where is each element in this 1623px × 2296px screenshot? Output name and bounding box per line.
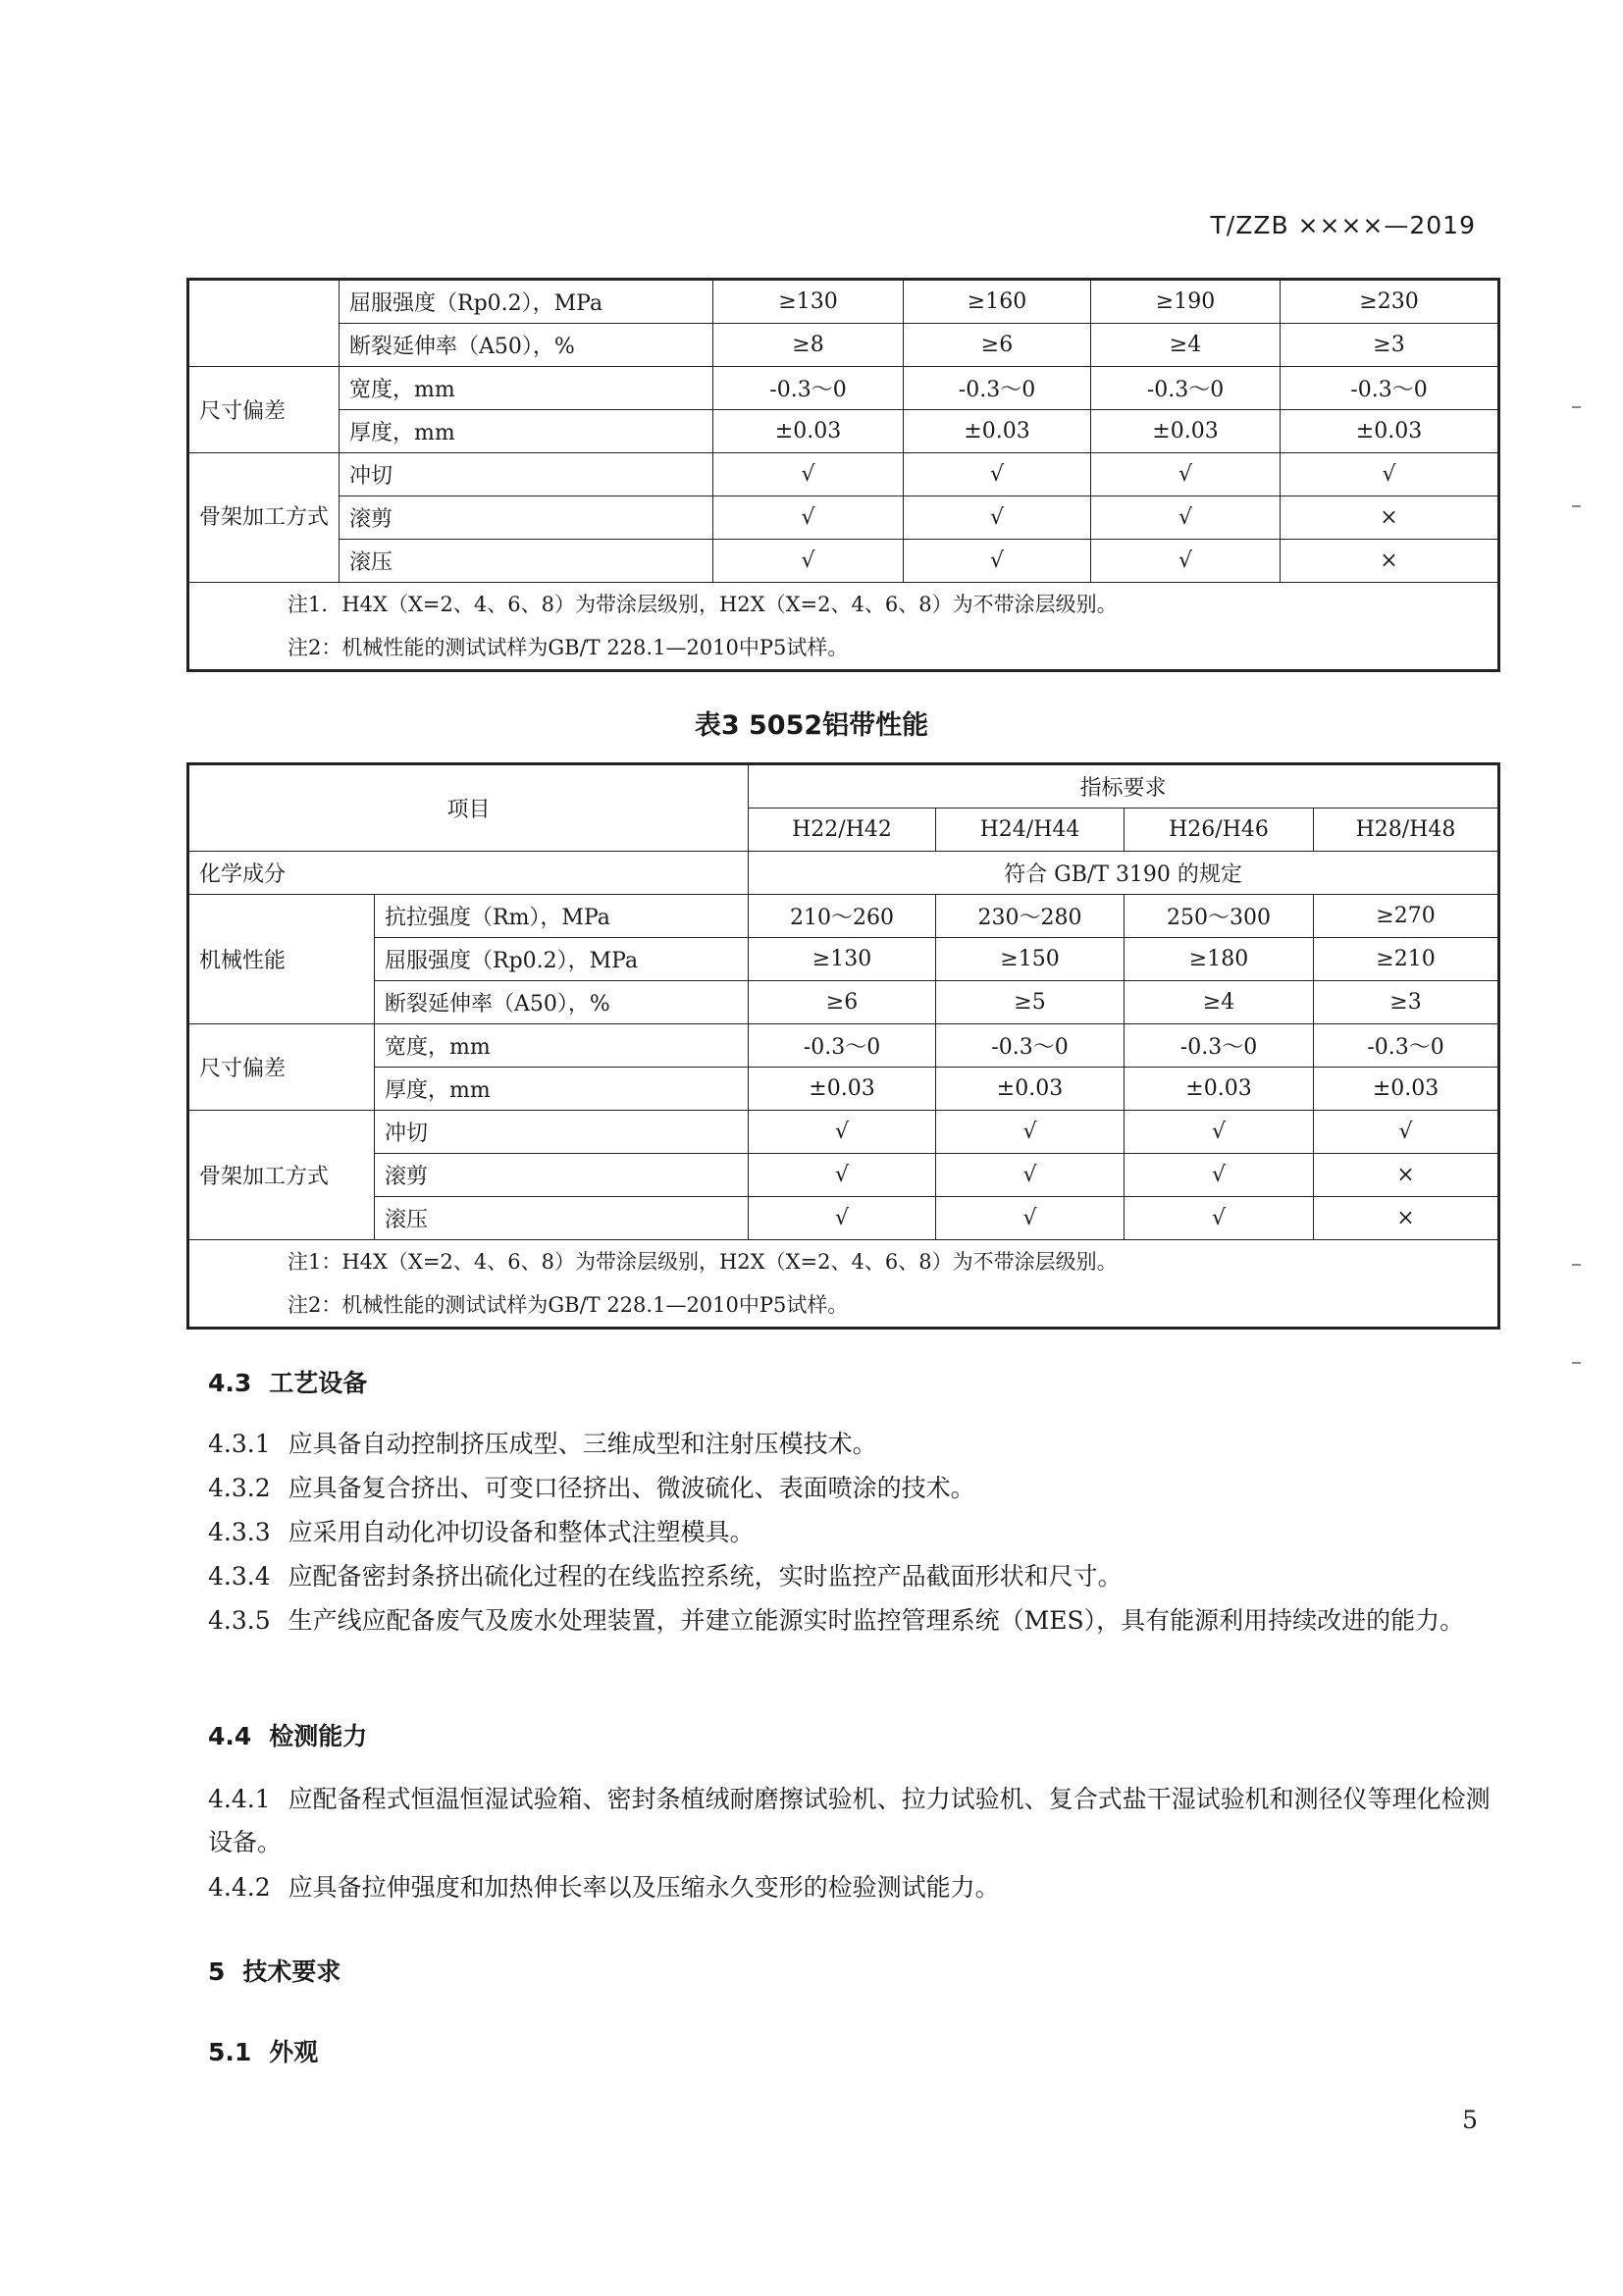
clause: 4.3.5 生产线应配备废气及废水处理装置，并建立能源实时监控管理系统（MES），具有能源利用持续改进的能力。 <box>208 1606 1465 1635</box>
value-cell: ≥130 <box>749 938 936 981</box>
value-cell: -0.3～0 <box>1314 1024 1499 1068</box>
table-notes <box>188 1240 1499 1329</box>
header-item: 项目 <box>188 764 749 852</box>
table-row <box>188 852 1499 895</box>
item-cell: 抗拉强度（Rm），MPa <box>375 895 749 938</box>
value-cell: √ <box>749 1154 936 1197</box>
table-row <box>188 1197 1499 1240</box>
value-cell: ±0.03 <box>749 1068 936 1111</box>
group-cell: 骨架加工方式 <box>188 1111 375 1240</box>
value-cell: √ <box>713 540 904 583</box>
value-cell: ±0.03 <box>1125 1068 1314 1111</box>
value-cell: ≥190 <box>1091 280 1281 324</box>
item-cell: 宽度，mm <box>340 367 713 410</box>
value-cell: ≥6 <box>749 981 936 1024</box>
value-cell: ≥8 <box>713 324 904 367</box>
table-row <box>188 453 1499 496</box>
value-cell: ≥270 <box>1314 895 1499 938</box>
value-cell: ≥230 <box>1281 280 1499 324</box>
table-row <box>188 938 1499 981</box>
value-cell: ≥3 <box>1314 981 1499 1024</box>
section-heading: 4.3 工艺设备 <box>208 1369 368 1397</box>
value-cell: √ <box>1125 1197 1314 1240</box>
scan-mark <box>1572 1362 1581 1364</box>
clause: 4.4.2 应具备拉伸强度和加热伸长率以及压缩永久变形的检验测试能力。 <box>208 1873 1000 1902</box>
value-cell: -0.3～0 <box>1281 367 1499 410</box>
value-cell: √ <box>1125 1154 1314 1197</box>
value-cell: √ <box>1281 453 1499 496</box>
clause: 4.3.1 应具备自动控制挤压成型、三维成型和注射压模技术。 <box>208 1430 877 1458</box>
value-cell: 符合 GB/T 3190 的规定 <box>749 852 1499 895</box>
group-cell: 尺寸偏差 <box>188 367 340 453</box>
value-cell: √ <box>1091 540 1281 583</box>
doc-code: T/ZZB ××××—2019 <box>1210 211 1476 239</box>
item-cell: 屈服强度（Rp0.2），MPa <box>375 938 749 981</box>
value-cell: -0.3～0 <box>904 367 1091 410</box>
item-cell: 断裂延伸率（A50），% <box>375 981 749 1024</box>
table-row <box>188 895 1499 938</box>
scan-mark <box>1572 1264 1581 1266</box>
value-cell: × <box>1314 1197 1499 1240</box>
header-temper: H26/H46 <box>1125 809 1314 852</box>
value-cell: ≥210 <box>1314 938 1499 981</box>
item-cell: 断裂延伸率（A50），% <box>340 324 713 367</box>
item-cell: 厚度，mm <box>375 1068 749 1111</box>
scan-mark <box>1572 406 1581 408</box>
value-cell: ≥130 <box>713 280 904 324</box>
value-cell: 230～280 <box>936 895 1125 938</box>
clause: 4.3.2 应具备复合挤出、可变口径挤出、微波硫化、表面喷涂的技术。 <box>208 1474 975 1502</box>
value-cell: √ <box>1125 1111 1314 1154</box>
value-cell: 250～300 <box>1125 895 1314 938</box>
value-cell: √ <box>1091 496 1281 540</box>
item-cell: 滚剪 <box>375 1154 749 1197</box>
table-continued <box>186 278 1500 672</box>
value-cell: -0.3～0 <box>749 1024 936 1068</box>
scan-mark <box>1572 505 1581 507</box>
value-cell: -0.3～0 <box>713 367 904 410</box>
table-notes <box>188 583 1499 671</box>
value-cell: √ <box>1314 1111 1499 1154</box>
value-cell: -0.3～0 <box>1091 367 1281 410</box>
item-cell: 滚剪 <box>340 496 713 540</box>
section-heading: 4.4 检测能力 <box>208 1722 368 1750</box>
value-cell: √ <box>749 1197 936 1240</box>
value-cell: √ <box>713 496 904 540</box>
value-cell: 210～260 <box>749 895 936 938</box>
value-cell: ≥5 <box>936 981 1125 1024</box>
value-cell: √ <box>936 1197 1125 1240</box>
clause: 4.4.1 应配备程式恒温恒湿试验箱、密封条植绒耐磨擦试验机、拉力试验机、复合式盐干湿试验机和测径仪等理化检测设备。 <box>208 1785 1491 1856</box>
table-row <box>188 324 1499 367</box>
value-cell: × <box>1281 540 1499 583</box>
header-temper: H28/H48 <box>1314 809 1499 852</box>
group-cell: 尺寸偏差 <box>188 1024 375 1111</box>
value-cell: ±0.03 <box>1281 410 1499 453</box>
value-cell: √ <box>713 453 904 496</box>
item-cell: 滚压 <box>375 1197 749 1240</box>
item-cell: 冲切 <box>375 1111 749 1154</box>
header-requirement: 指标要求 <box>749 764 1499 809</box>
value-cell: ≥3 <box>1281 324 1499 367</box>
value-cell: ≥150 <box>936 938 1125 981</box>
table-row <box>188 1024 1499 1068</box>
value-cell: √ <box>904 540 1091 583</box>
value-cell: -0.3～0 <box>936 1024 1125 1068</box>
value-cell: √ <box>904 496 1091 540</box>
value-cell: ±0.03 <box>904 410 1091 453</box>
clause: 4.3.3 应采用自动化冲切设备和整体式注塑模具。 <box>208 1518 755 1546</box>
value-cell: √ <box>904 453 1091 496</box>
group-cell: 化学成分 <box>188 852 749 895</box>
item-cell: 滚压 <box>340 540 713 583</box>
value-cell: √ <box>749 1111 936 1154</box>
value-cell: ±0.03 <box>1091 410 1281 453</box>
value-cell: × <box>1281 496 1499 540</box>
section-heading: 5 技术要求 <box>208 1957 341 1986</box>
table-note: 注2：机械性能的测试试样为GB/T 228.1—2010中P5试样。 <box>288 636 849 659</box>
item-cell: 厚度，mm <box>340 410 713 453</box>
table-note: 注2：机械性能的测试试样为GB/T 228.1—2010中P5试样。 <box>288 1293 849 1317</box>
value-cell: ≥160 <box>904 280 1091 324</box>
header-temper: H24/H44 <box>936 809 1125 852</box>
table-notes-row <box>188 1240 1499 1329</box>
table-caption: 表3 5052铝带性能 <box>694 710 929 741</box>
item-cell: 屈服强度（Rp0.2），MPa <box>340 280 713 324</box>
value-cell: ±0.03 <box>936 1068 1125 1111</box>
table-row <box>188 280 1499 324</box>
value-cell: ≥4 <box>1125 981 1314 1024</box>
item-cell: 宽度，mm <box>375 1024 749 1068</box>
value-cell: √ <box>936 1154 1125 1197</box>
section-heading: 5.1 外观 <box>208 2038 319 2066</box>
table-row <box>188 540 1499 583</box>
table-row <box>188 1111 1499 1154</box>
table-row <box>188 367 1499 410</box>
group-cell <box>188 280 340 367</box>
page-number: 5 <box>1462 2106 1478 2134</box>
group-cell: 机械性能 <box>188 895 375 1024</box>
value-cell: √ <box>936 1111 1125 1154</box>
table-row <box>188 1154 1499 1197</box>
table-row <box>188 410 1499 453</box>
value-cell: ≥180 <box>1125 938 1314 981</box>
table-note: 注1．H4X（X=2、4、6、8）为带涂层级别，H2X（X=2、4、6、8）为不带涂层级别。 <box>288 593 1118 616</box>
table-header-row <box>188 764 1499 809</box>
value-cell: ≥4 <box>1091 324 1281 367</box>
group-cell: 骨架加工方式 <box>188 453 340 583</box>
table-note: 注1：H4X（X=2、4、6、8）为带涂层级别，H2X（X=2、4、6、8）为不带涂层级别。 <box>288 1250 1118 1274</box>
table-row <box>188 496 1499 540</box>
value-cell: √ <box>1091 453 1281 496</box>
value-cell: ≥6 <box>904 324 1091 367</box>
header-temper: H22/H42 <box>749 809 936 852</box>
table-notes-row <box>188 583 1499 671</box>
clause: 4.3.4 应配备密封条挤出硫化过程的在线监控系统，实时监控产品截面形状和尺寸。 <box>208 1562 1123 1591</box>
table-row <box>188 981 1499 1024</box>
table-row <box>188 1068 1499 1111</box>
item-cell: 冲切 <box>340 453 713 496</box>
value-cell: ±0.03 <box>1314 1068 1499 1111</box>
value-cell: ±0.03 <box>713 410 904 453</box>
value-cell: × <box>1314 1154 1499 1197</box>
value-cell: -0.3～0 <box>1125 1024 1314 1068</box>
table-5052 <box>186 762 1500 1330</box>
